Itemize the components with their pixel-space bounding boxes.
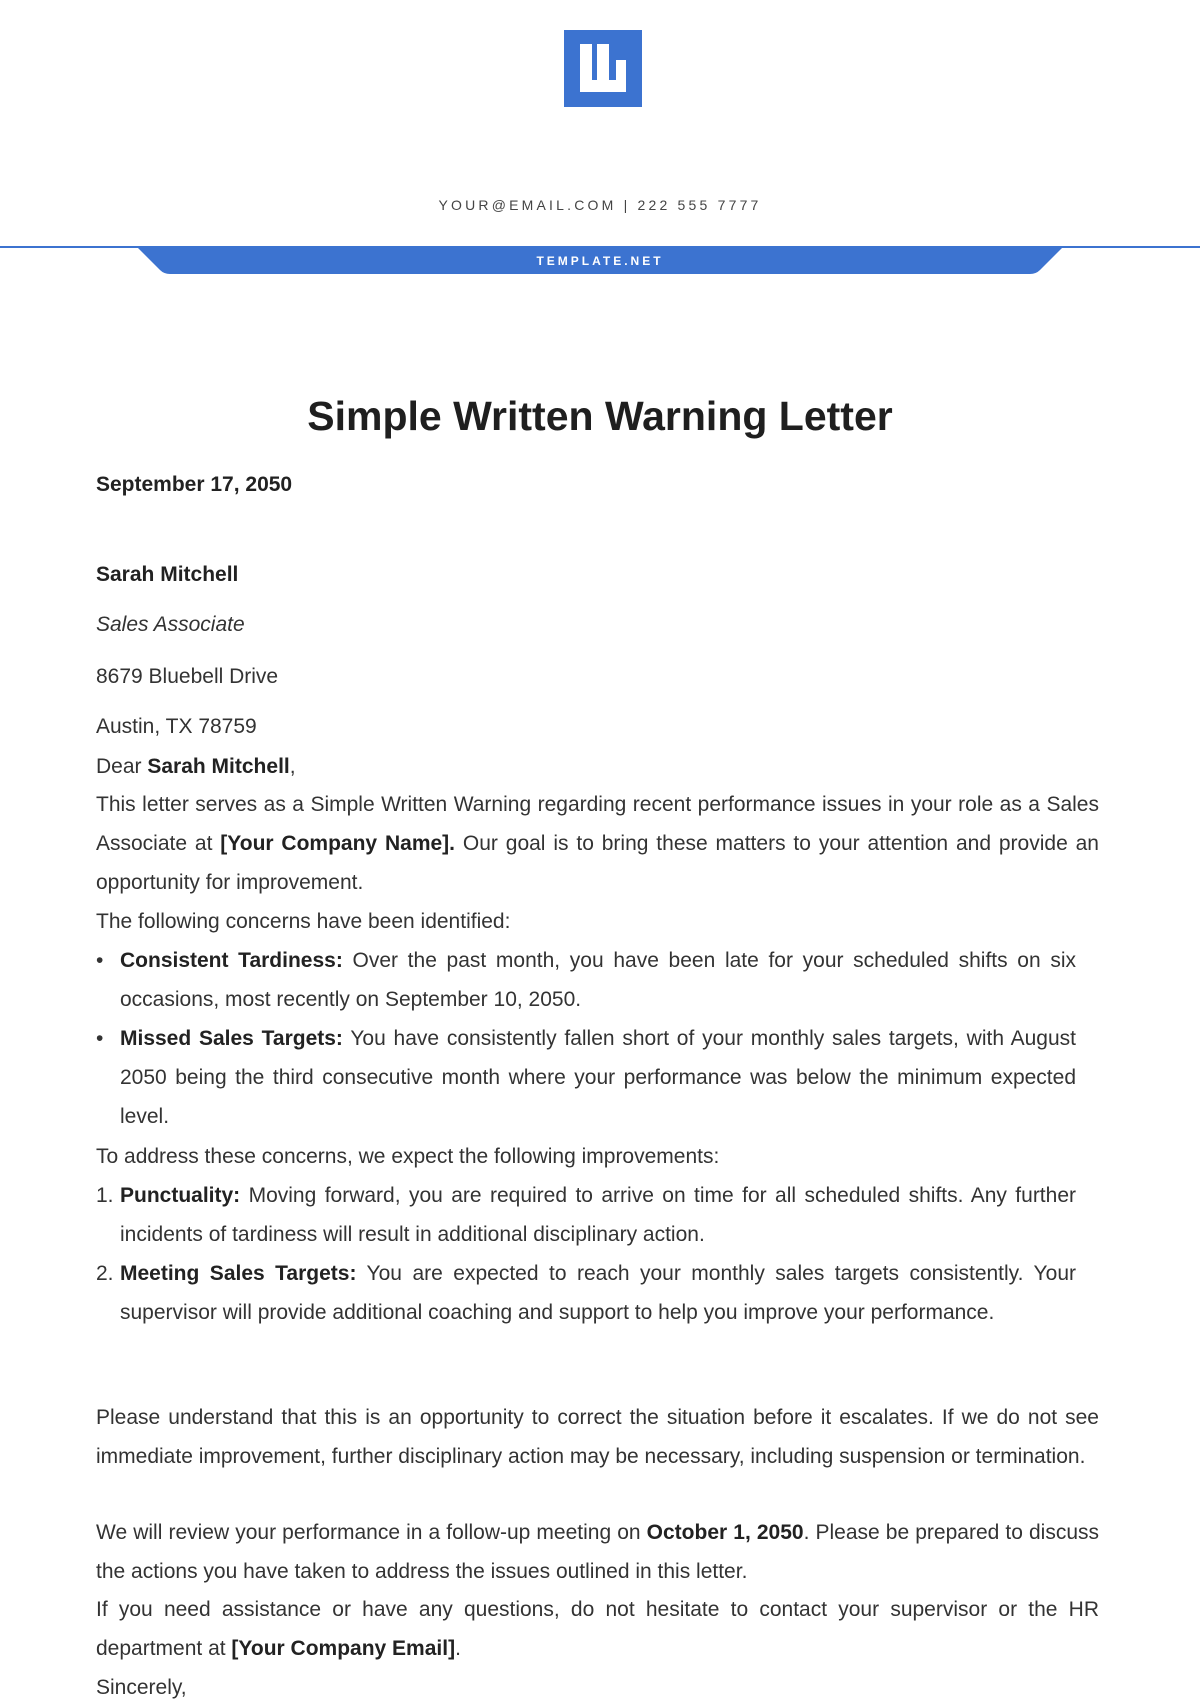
recipient-position: Sales Associate (96, 613, 245, 636)
concern-label: Missed Sales Targets: (120, 1027, 343, 1050)
salutation-name: Sarah Mitchell (147, 755, 290, 778)
salutation (96, 747, 1099, 786)
review-part1: We will review your performance in a follow-up meeting on (96, 1521, 647, 1544)
salutation-suffix: , (289, 755, 296, 778)
bullet-marker: • (96, 949, 104, 972)
company-name-placeholder: [Your Company Name]. (220, 832, 456, 855)
page-title: Simple Written Warning Letter (307, 393, 893, 439)
assistance-paragraph (96, 1590, 1099, 1668)
list-number: 2. (96, 1262, 114, 1285)
review-part2: . Please be prepared to discuss the actions you have taken to address the issues outlined in this letter. (96, 1521, 1100, 1583)
improvements-intro: To address these concerns, we expect the following improvements: (96, 1145, 720, 1168)
assistance-part2: . (455, 1637, 461, 1660)
list-number: 1. (96, 1184, 114, 1207)
improvement-item (96, 1254, 1076, 1332)
template-logo-icon (564, 30, 642, 107)
intro-part2: Our goal is to bring these matters to your attention and provide an opportunity for improvement. (96, 832, 1099, 894)
concern-label: Consistent Tardiness: (120, 949, 343, 972)
improvement-text: Moving forward, you are required to arrive on time for all scheduled shifts. Any further incidents of tardiness will result in additional disciplinary action. (120, 1184, 1076, 1246)
intro-part1: This letter serves as a Simple Written Warning regarding recent performance issues in your role as a Sales Associate at (96, 793, 1099, 855)
concern-item (96, 941, 1076, 1019)
concern-text: Over the past month, you have been late for your scheduled shifts on six occasions, most recently on September 10, 2050. (120, 949, 1076, 1011)
band-label: TEMPLATE.NET (536, 254, 664, 268)
concern-text: You have consistently fallen short of your monthly sales targets, with August 2050 being the third consecutive month where your performance was below the minimum expected level. (120, 1027, 1077, 1128)
company-email-placeholder: [Your Company Email] (231, 1637, 456, 1660)
improvement-item (96, 1176, 1076, 1254)
review-date: October 1, 2050 (646, 1521, 804, 1544)
bullet-marker: • (96, 1027, 104, 1050)
improvement-label: Punctuality: (120, 1184, 241, 1207)
recipient-city: Austin, TX 78759 (96, 715, 257, 738)
concerns-intro: The following concerns have been identified: (96, 910, 511, 933)
improvement-label: Meeting Sales Targets: (120, 1262, 357, 1285)
assistance-part1: If you need assistance or have any questions, do not hesitate to contact your supervisor or the HR department at (96, 1598, 1099, 1660)
letter-date: September 17, 2050 (96, 473, 293, 496)
concern-item (96, 1019, 1076, 1136)
recipient-street: 8679 Bluebell Drive (96, 665, 279, 688)
closing: Sincerely, (96, 1676, 187, 1699)
salutation-prefix: Dear (96, 755, 148, 778)
improvement-text: You are expected to reach your monthly sales targets consistently. Your supervisor will provide additional coaching and support to help you improve your performance. (120, 1262, 1076, 1324)
understand-paragraph: Please understand that this is an opportunity to correct the situation before it escalates. If we do not see immediate improvement, further disciplinary action may be necessary, including suspension or termination. (96, 1406, 1099, 1468)
review-paragraph (96, 1513, 1099, 1591)
intro-paragraph (96, 785, 1099, 902)
contact-line: YOUR@EMAIL.COM | 222 555 7777 (438, 197, 762, 213)
recipient-name: Sarah Mitchell (96, 563, 239, 586)
